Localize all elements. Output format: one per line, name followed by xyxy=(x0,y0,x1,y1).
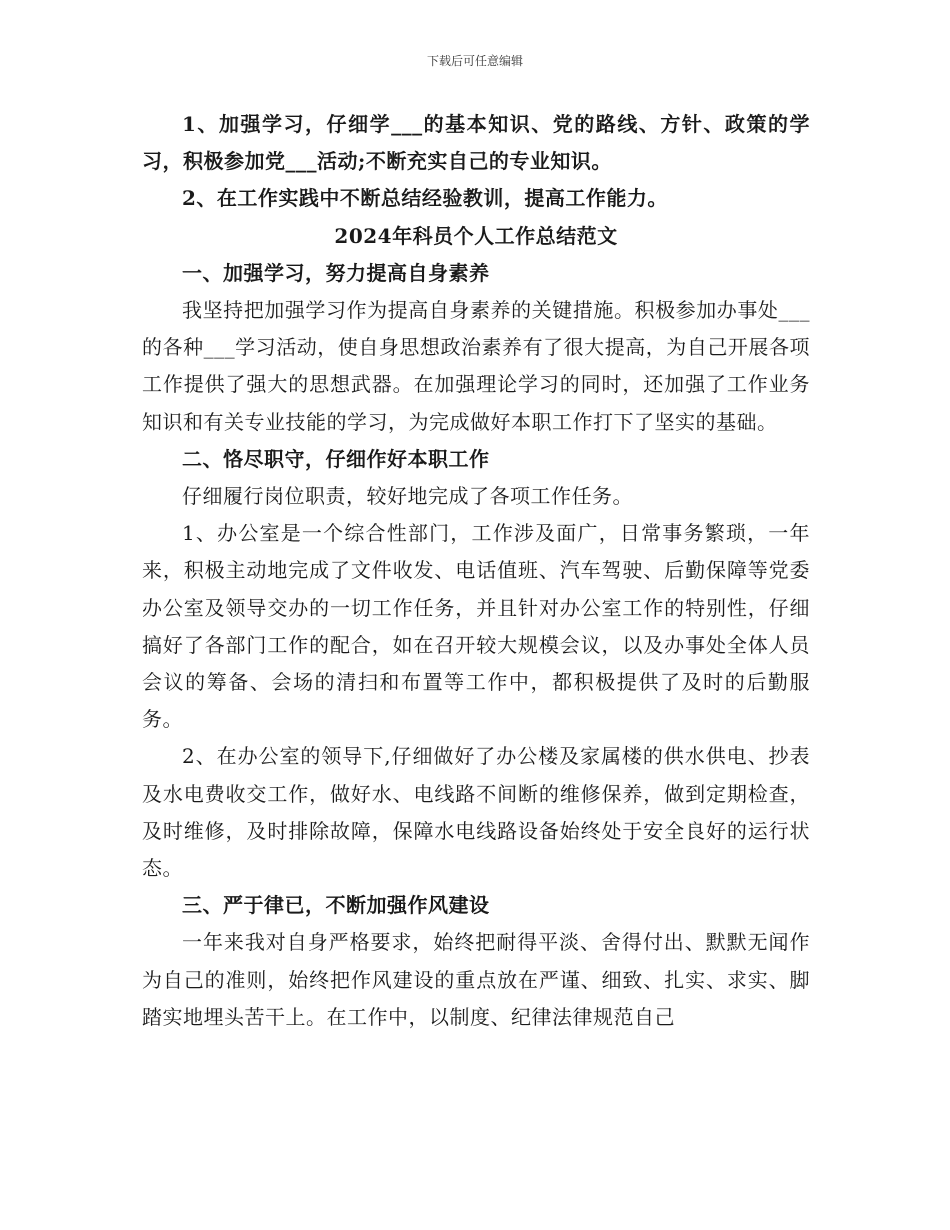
section-heading-1: 一、加强学习，努力提高自身素养 xyxy=(182,260,490,285)
section-heading-2: 二、恪尽职守，仔细作好本职工作 xyxy=(182,446,490,471)
document-body xyxy=(142,106,810,1036)
body-paragraph: 我坚持把加强学习作为提高自身素养的关键措施。积极参加办事处___的各种___学习活动，使自身思想政治素养有了很大提高，为自己开展各项工作提供了强大的思想武器。在加强理论学习的同时，还加强了工作业务知识和有关专业技能的学习，为完成做好本职工作打下了坚实的基础。 xyxy=(142,298,810,434)
body-paragraph: 一年来我对自身严格要求，始终把耐得平淡、舍得付出、默默无闻作为自己的准则，始终把作风建设的重点放在严谨、细致、扎实、求实、脚踏实地埋头苦干上。在工作中，以制度、纪律法律规范自己 xyxy=(142,930,810,1029)
section-heading-3: 三、严于律已，不断加强作风建设 xyxy=(182,893,490,918)
body-paragraph: 仔细履行岗位职责，较好地完成了各项工作任务。 xyxy=(182,484,633,509)
body-paragraph: 1、办公室是一个综合性部门，工作涉及面广，日常事务繁琐，一年来，积极主动地完成了文件收发、电话值班、汽车驾驶、后勤保障等党委办公室及领导交办的一切工作任务，并且针对办公室工作的特别性，仔细搞好了各部门工作的配合，如在召开较大规模会议，以及办事处全体人员会议的筹备、会场的清扫和布置等工作中，都积极提供了及时的后勤服务。 xyxy=(142,521,810,732)
document-title: 2024年科员个人工作总结范文 xyxy=(334,223,618,248)
study-point-1: 1、加强学习，仔细学___的基本知识、党的路线、方针、政策的学习，积极参加党___活动;不断充实自己的专业知识。 xyxy=(142,112,810,174)
body-paragraph: 2、在办公室的领导下,仔细做好了办公楼及家属楼的供水供电、抄表及水电费收交工作，做好水、电线路不间断的维修保养，做到定期检查，及时维修，及时排除故障，保障水电线路设备始终处于安全良好的运行状态。 xyxy=(142,744,810,881)
study-point-2: 2、在工作实践中不断总结经验教训，提高工作能力。 xyxy=(182,186,668,211)
page-header: 下载后可任意编辑 xyxy=(426,54,523,68)
